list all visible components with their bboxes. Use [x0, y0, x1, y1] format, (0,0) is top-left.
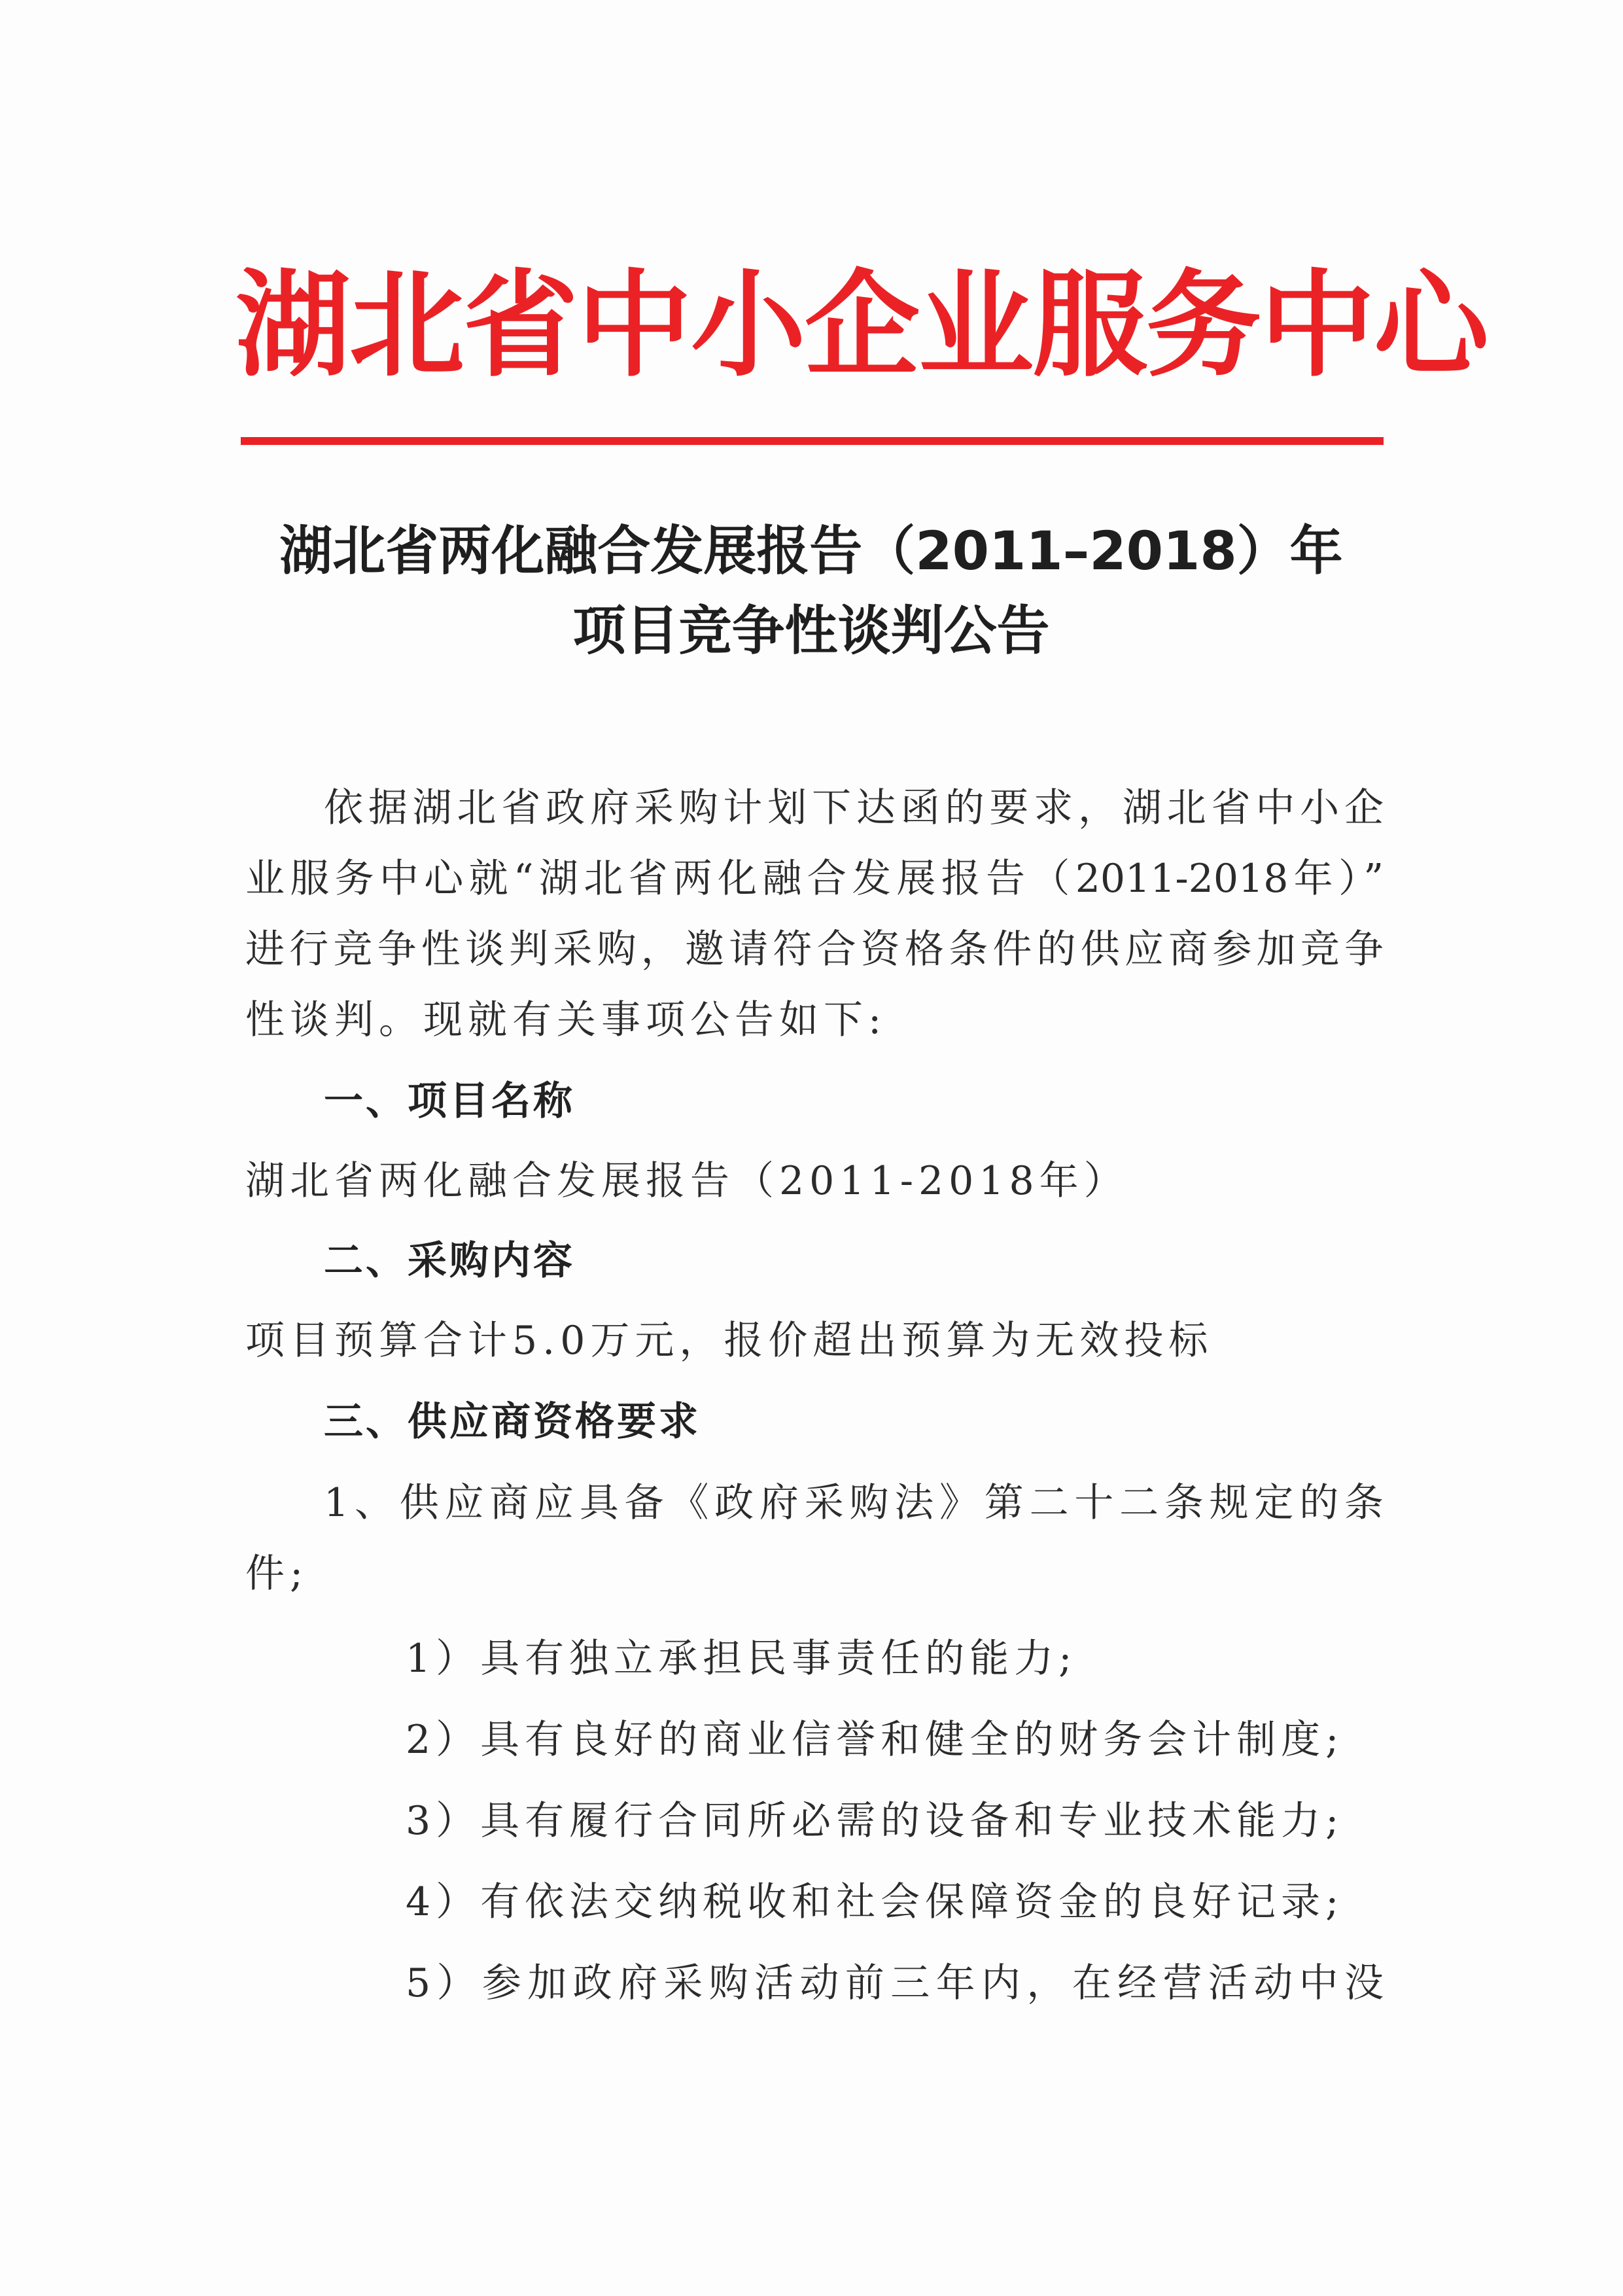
- intro-paragraph-line-3: 进行竞争性谈判采购，邀请符合资格条件的供应商参加竞争: [245, 927, 1384, 972]
- document-title-line-1: 湖北省两化融合发展报告（2011–2018）年: [279, 521, 1343, 582]
- section-heading-procurement-content: 二、采购内容: [324, 1238, 575, 1284]
- requirement-subitem-2: 2）具有良好的商业信誉和健全的财务会计制度;: [406, 1717, 1344, 1763]
- requirement-subitem-3: 3）具有履行合同所必需的设备和专业技术能力;: [406, 1798, 1344, 1844]
- intro-paragraph-line-2: 业服务中心就“湖北省两化融合发展报告（2011-2018年）”: [245, 856, 1384, 902]
- project-name-text: 湖北省两化融合发展报告（2011-2018年）: [245, 1158, 1128, 1204]
- section-heading-supplier-requirements: 三、供应商资格要求: [324, 1399, 701, 1445]
- section-heading-project-name: 一、项目名称: [324, 1078, 575, 1124]
- red-divider-rule: [241, 437, 1384, 445]
- requirement-subitem-4: 4）有依法交纳税收和社会保障资金的良好记录;: [406, 1879, 1344, 1925]
- intro-paragraph-line-1: 依据湖北省政府采购计划下达函的要求，湖北省中小企: [324, 785, 1384, 831]
- requirement-item-1-line-2: 件;: [245, 1551, 309, 1597]
- requirement-subitem-5: 5）参加政府采购活动前三年内，在经营活动中没: [406, 1960, 1384, 2006]
- procurement-content-text: 项目预算合计5.0万元，报价超出预算为无效投标: [245, 1318, 1213, 1364]
- requirement-subitem-1: 1）具有独立承担民事责任的能力;: [406, 1636, 1077, 1682]
- intro-paragraph-line-4: 性谈判。现就有关事项公告如下:: [245, 997, 887, 1043]
- requirement-item-1-line-1: 1、供应商应具备《政府采购法》第二十二条规定的条: [324, 1480, 1384, 1526]
- organization-header: 湖北省中小企业服务中心: [236, 257, 1488, 393]
- document-title-line-2: 项目竞争性谈判公告: [572, 601, 1050, 662]
